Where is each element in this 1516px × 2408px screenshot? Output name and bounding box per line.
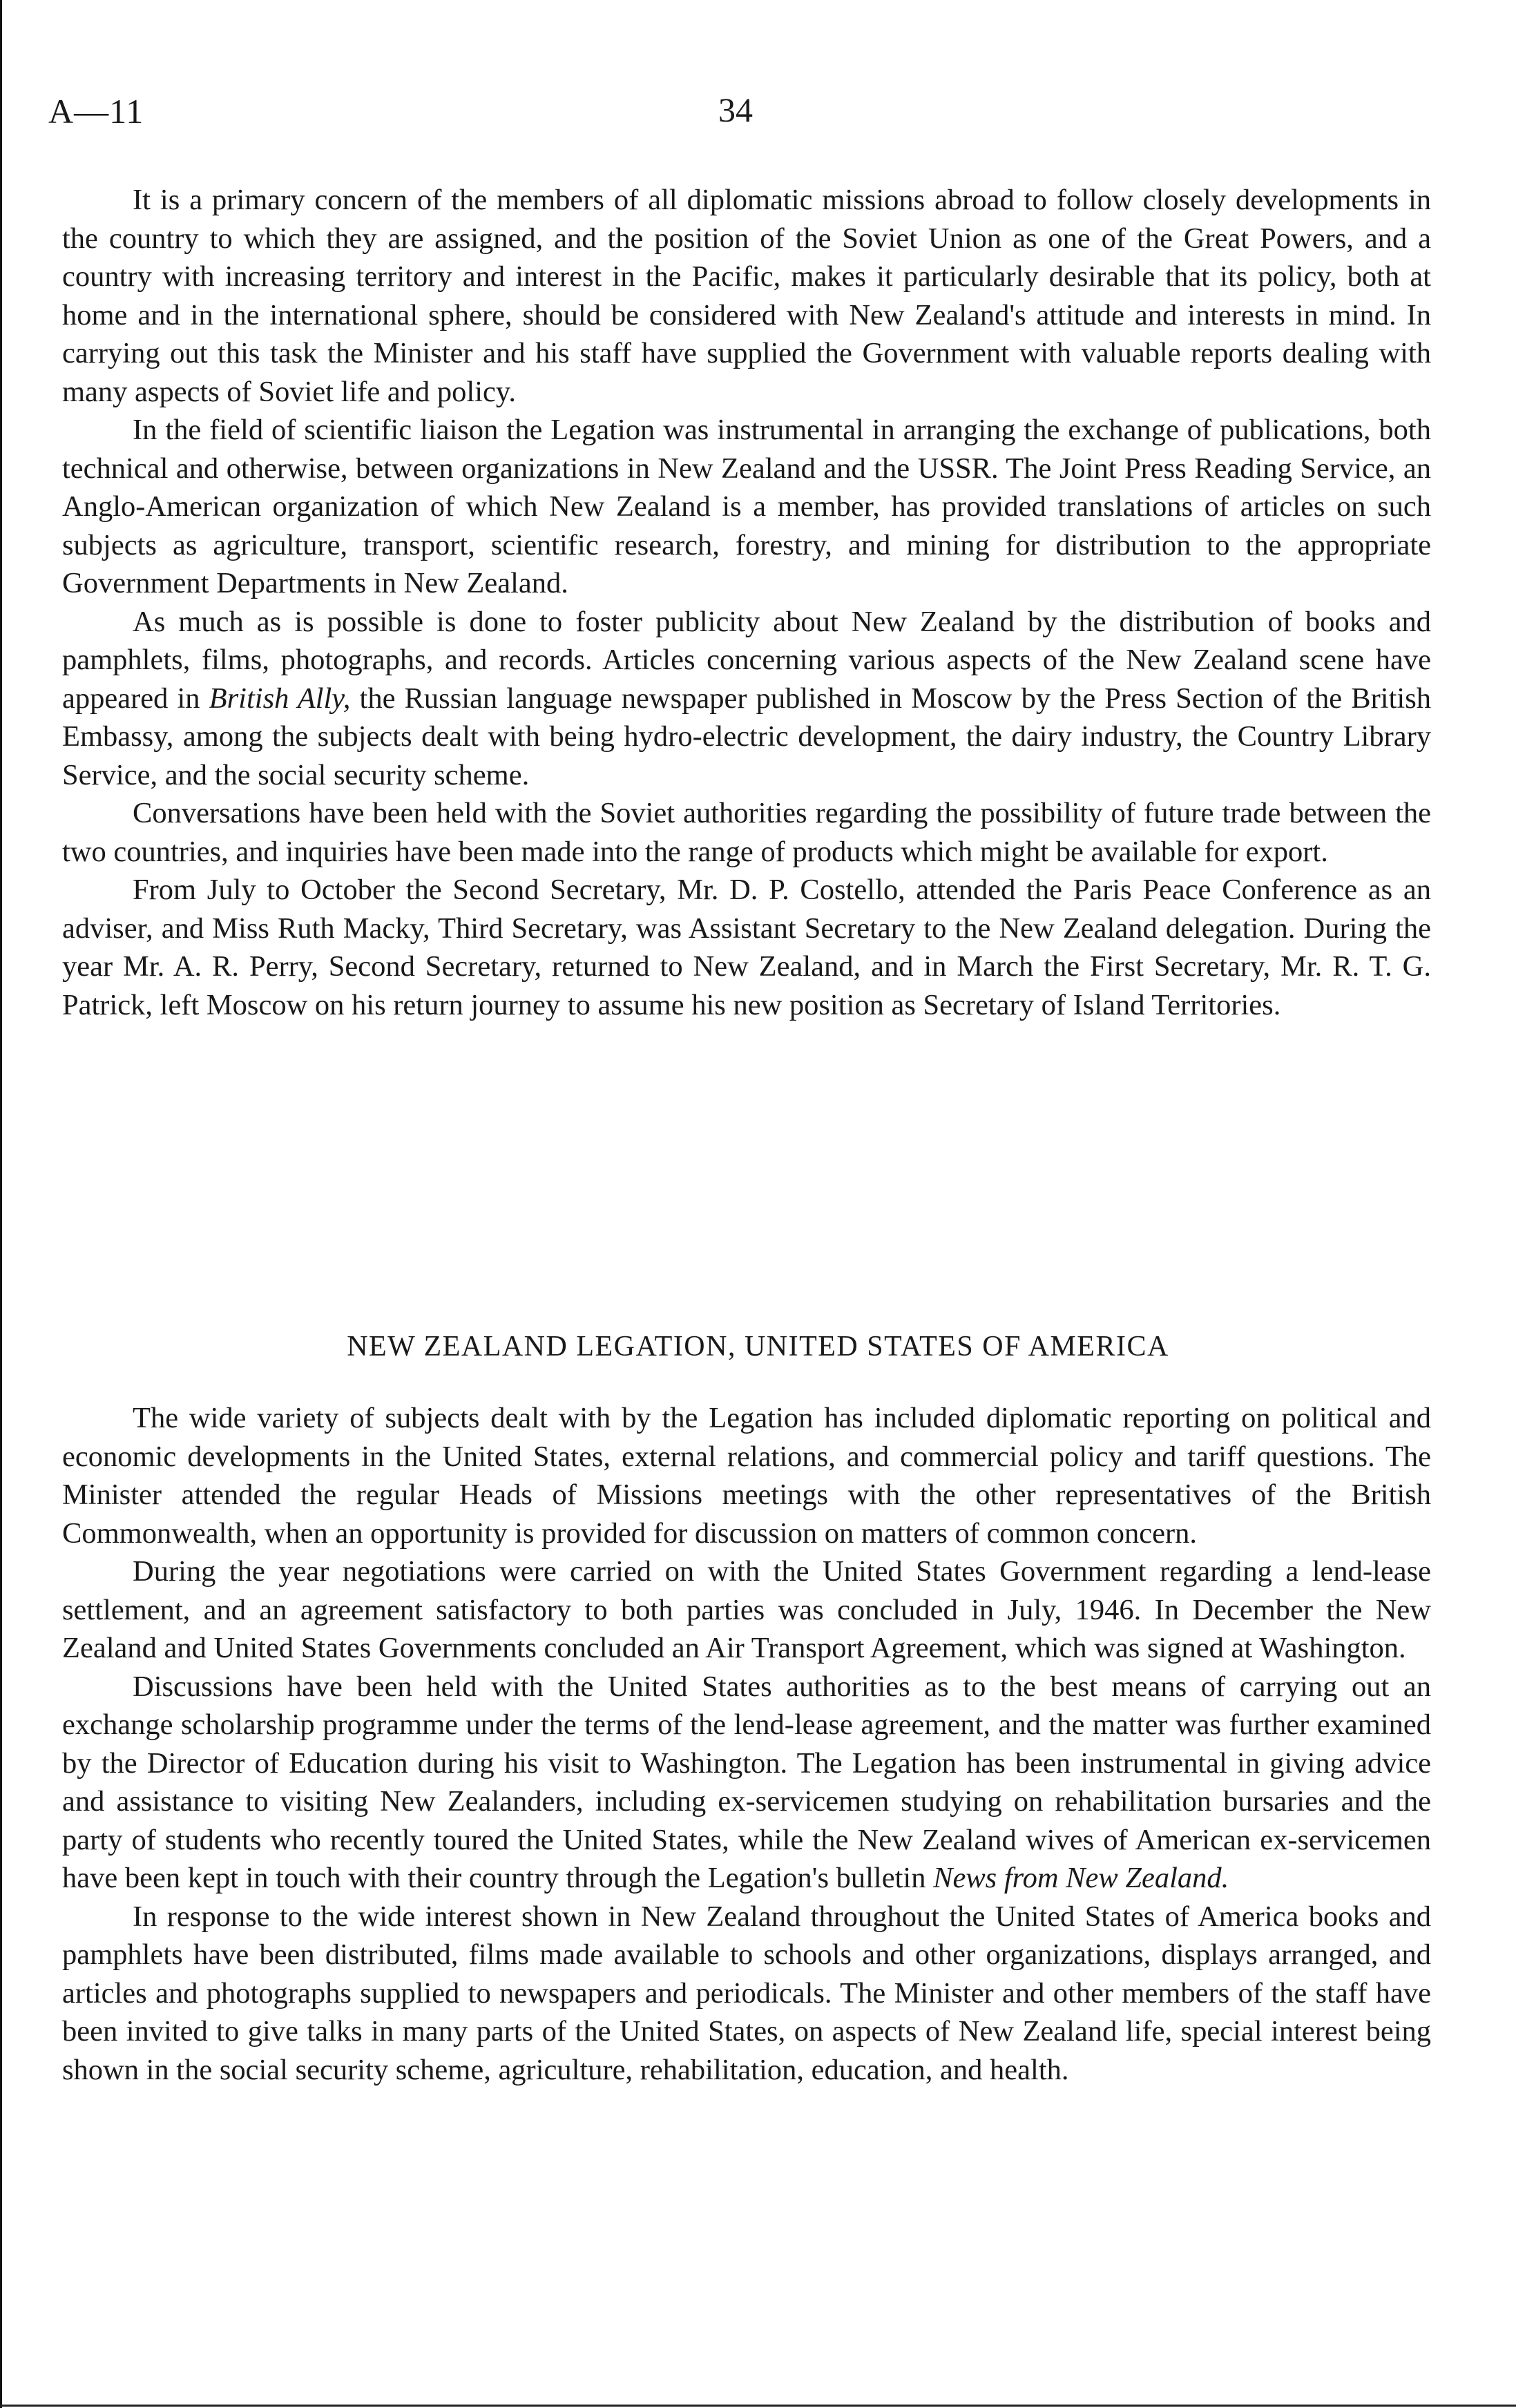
publication-title-news-from-new-zealand: News from New Zealand.	[933, 1862, 1229, 1894]
left-margin-rule	[0, 0, 2, 2408]
soviet-legation-section	[62, 181, 1431, 1024]
paragraph: From July to October the Second Secretary, Mr. D. P. Costello, attended the Paris Peace Conference as an adviser, and Miss Ruth Macky, Third Secretary, was Assistant Secretary to the New Zealand delegation. During the year Mr. A. R. Perry, Second Secretary, returned to New Zealand, and in March the First Secretary, Mr. R. T. G. Patrick, left Moscow on his return journey to assume his new position as Secretary of Island Territories.	[62, 874, 1431, 1021]
paragraph: During the year negotiations were carried on with the United States Government regarding a lend-lease settlement, and an agreement satisfactory to both parties was concluded in July, 1946. In December the New Zealand and United States Governments concluded an Air Transport Agreement, which was signed at Washington.	[62, 1555, 1431, 1664]
publication-title-british-ally: British Ally,	[209, 682, 351, 715]
paragraph: The wide variety of subjects dealt with by the Legation has included diplomatic reporting on political and economic developments in the United States, external relations, and commercial policy and tariff questions. The Minister attended the regular Heads of Missions meetings with the other representatives of the British Commonwealth, when an opportunity is provided for discussion on matters of common concern.	[62, 1402, 1431, 1550]
paragraph-text: As much as is possible is done to foster publicity about New Zealand by the distribution of books and pamphlets, films, photographs, and records. Articles concerning various aspects of the New Zealand scene have appeared in	[62, 605, 1431, 715]
section-heading: NEW ZEALAND LEGATION, UNITED STATES OF AMERICA	[347, 1331, 1169, 1362]
document-reference: A—11	[48, 92, 144, 131]
paragraph: Conversations have been held with the Soviet authorities regarding the possibility of future trade between the two countries, and inquiries have been made into the range of products which might be available for export.	[62, 797, 1431, 868]
paragraph	[62, 603, 1431, 795]
usa-legation-section	[62, 1399, 1431, 2089]
paragraph: It is a primary concern of the members of all diplomatic missions abroad to follow closely developments in the country to which they are assigned, and the position of the Soviet Union as one of the Great Powers, and a country with increasing territory and interest in the Pacific, makes it particularly desirable that its policy, both at home and in the international sphere, should be considered with New Zealand's attitude and interests in mind. In carrying out this task the Minister and his staff have supplied the Government with valuable reports dealing with many aspects of Soviet life and policy.	[62, 184, 1431, 408]
bottom-border	[0, 2405, 1516, 2407]
page-number: 34	[718, 90, 753, 129]
paragraph: In the field of scientific liaison the Legation was instrumental in arranging the exchange of publications, both technical and otherwise, between organizations in New Zealand and the USSR. The Joint Press Reading Service, an Anglo-American organization of which New Zealand is a member, has provided translations of articles on such subjects as agriculture, transport, scientific research, forestry, and mining for distribution to the appropriate Government Departments in New Zealand.	[62, 414, 1431, 599]
paragraph-text: the Russian language newspaper published in Moscow by the Press Section of the British Embassy, among the subjects dealt with being hydro-electric development, the dairy industry, the Country Library Service, and the social security scheme.	[62, 682, 1431, 791]
paragraph: In response to the wide interest shown in New Zealand throughout the United States of America books and pamphlets have been distributed, films made available to schools and other organizations, displays arranged, and articles and photographs supplied to newspapers and periodicals. The Minister and other members of the staff have been invited to give talks in many parts of the United States, on aspects of New Zealand life, special interest being shown in the social security scheme, agriculture, rehabilitation, education, and health.	[62, 1900, 1431, 2086]
paragraph-text: Discussions have been held with the United States authorities as to the best means of carrying out an exchange scholarship programme under the terms of the lend-lease agreement, and the matter was further examined by the Director of Education during his visit to Washington. The Legation has been instrumental in giving advice and assistance to visiting New Zealanders, including ex-servicemen studying on rehabilitation bursaries and the party of students who recently toured the United States, while the New Zealand wives of American ex-servicemen have been kept in touch with their country through the Legation's bulletin	[62, 1670, 1431, 1894]
paragraph	[62, 1668, 1431, 1898]
